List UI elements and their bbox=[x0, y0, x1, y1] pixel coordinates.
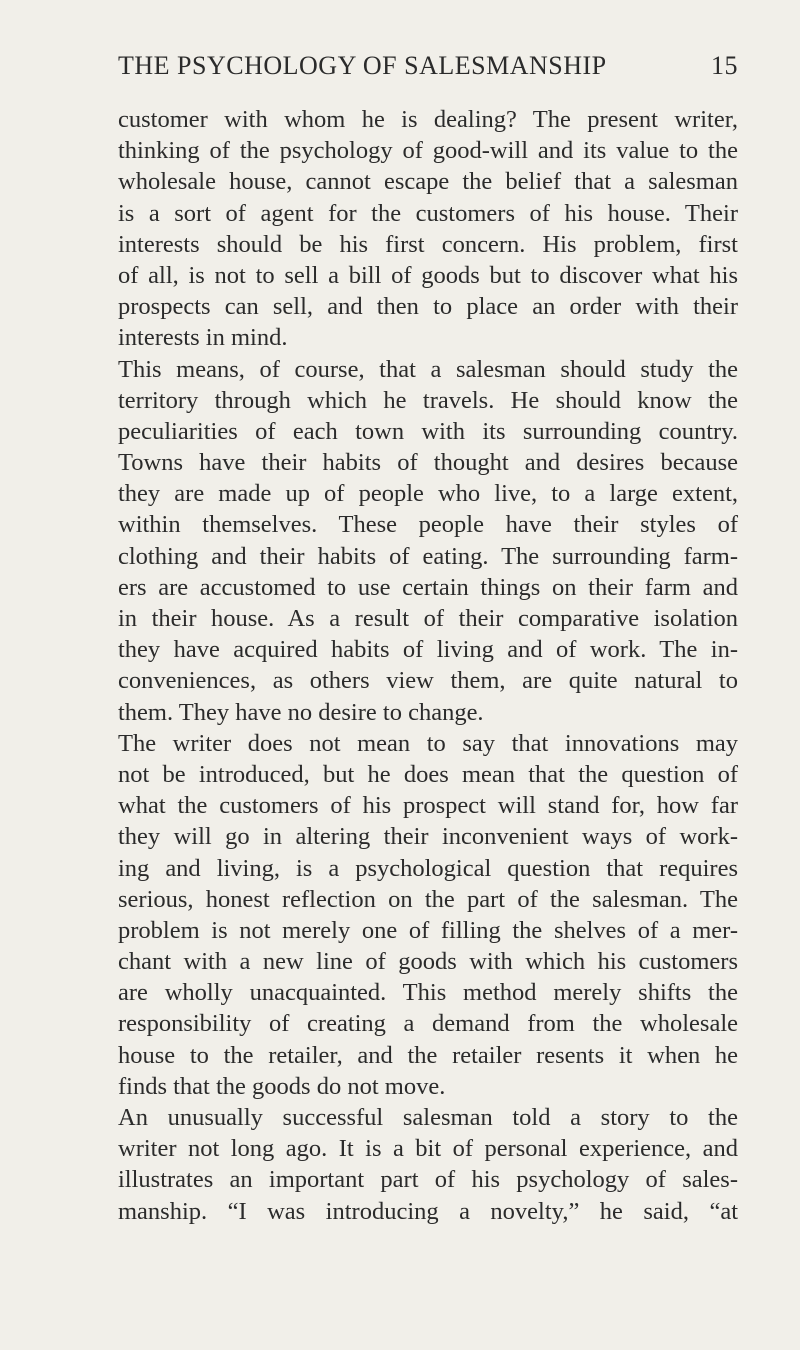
text-line: are wholly unacquainted. This method merely shifts the bbox=[118, 979, 738, 1007]
text-line: responsibility of creating a demand from the wholesale bbox=[118, 1010, 738, 1038]
text-line: manship. “I was introducing a novelty,” he said, “at bbox=[118, 1197, 738, 1225]
text-line: wholesale house, cannot escape the belief that a salesman bbox=[118, 168, 738, 196]
text-line: is a sort of agent for the customers of his house. Their bbox=[118, 199, 738, 227]
text-line: thinking of the psychology of good-will and its value to the bbox=[118, 137, 738, 165]
body-text bbox=[118, 104, 738, 1227]
text-line: Towns have their habits of thought and desires because bbox=[118, 449, 738, 477]
text-line: they have acquired habits of living and of work. The in- bbox=[118, 636, 738, 664]
text-line: This means, of course, that a salesman should study the bbox=[118, 355, 738, 383]
text-line: conveniences, as others view them, are quite natural to bbox=[118, 667, 738, 695]
text-line: problem is not merely one of filling the shelves of a mer- bbox=[118, 916, 738, 944]
text-line: clothing and their habits of eating. The surrounding farm- bbox=[118, 542, 738, 570]
running-head bbox=[118, 51, 738, 91]
text-line: peculiarities of each town with its surrounding country. bbox=[118, 417, 738, 445]
text-line: they will go in altering their inconvenient ways of work- bbox=[118, 823, 738, 851]
text-line: house to the retailer, and the retailer resents it when he bbox=[118, 1041, 738, 1069]
text-line: An unusually successful salesman told a story to the bbox=[118, 1104, 738, 1131]
text-line: The writer does not mean to say that innovations may bbox=[118, 729, 738, 757]
text-line: what the customers of his prospect will stand for, how far bbox=[118, 792, 738, 820]
text-line: interests should be his first concern. His problem, first bbox=[118, 230, 738, 258]
text-line: interests in mind. bbox=[118, 324, 288, 352]
text-line: them. They have no desire to change. bbox=[118, 698, 484, 726]
text-line: prospects can sell, and then to place an order with their bbox=[118, 293, 738, 321]
text-line: of all, is not to sell a bill of goods but to discover what his bbox=[118, 261, 738, 289]
text-line: within themselves. These people have their styles of bbox=[118, 511, 738, 539]
text-line: territory through which he travels. He should know the bbox=[118, 386, 738, 414]
running-head-title: THE PSYCHOLOGY OF SALESMANSHIP bbox=[118, 51, 607, 80]
text-line: not be introduced, but he does mean that the question of bbox=[118, 760, 738, 788]
text-line: ers are accustomed to use certain things on their farm and bbox=[118, 573, 738, 601]
text-line: in their house. As a result of their comparative isolation bbox=[118, 605, 738, 632]
text-line: finds that the goods do not move. bbox=[118, 1072, 446, 1100]
text-line: ing and living, is a psychological question that requires bbox=[118, 854, 738, 882]
text-line: serious, honest reflection on the part of the salesman. The bbox=[118, 885, 738, 913]
text-line: chant with a new line of goods with which his customers bbox=[118, 948, 738, 976]
text-line: they are made up of people who live, to a large extent, bbox=[118, 480, 738, 508]
text-line: illustrates an important part of his psychology of sales- bbox=[118, 1166, 738, 1194]
text-line: customer with whom he is dealing? The present writer, bbox=[118, 106, 738, 133]
text-line: writer not long ago. It is a bit of personal experience, and bbox=[118, 1135, 738, 1163]
page-number: 15 bbox=[711, 51, 738, 80]
